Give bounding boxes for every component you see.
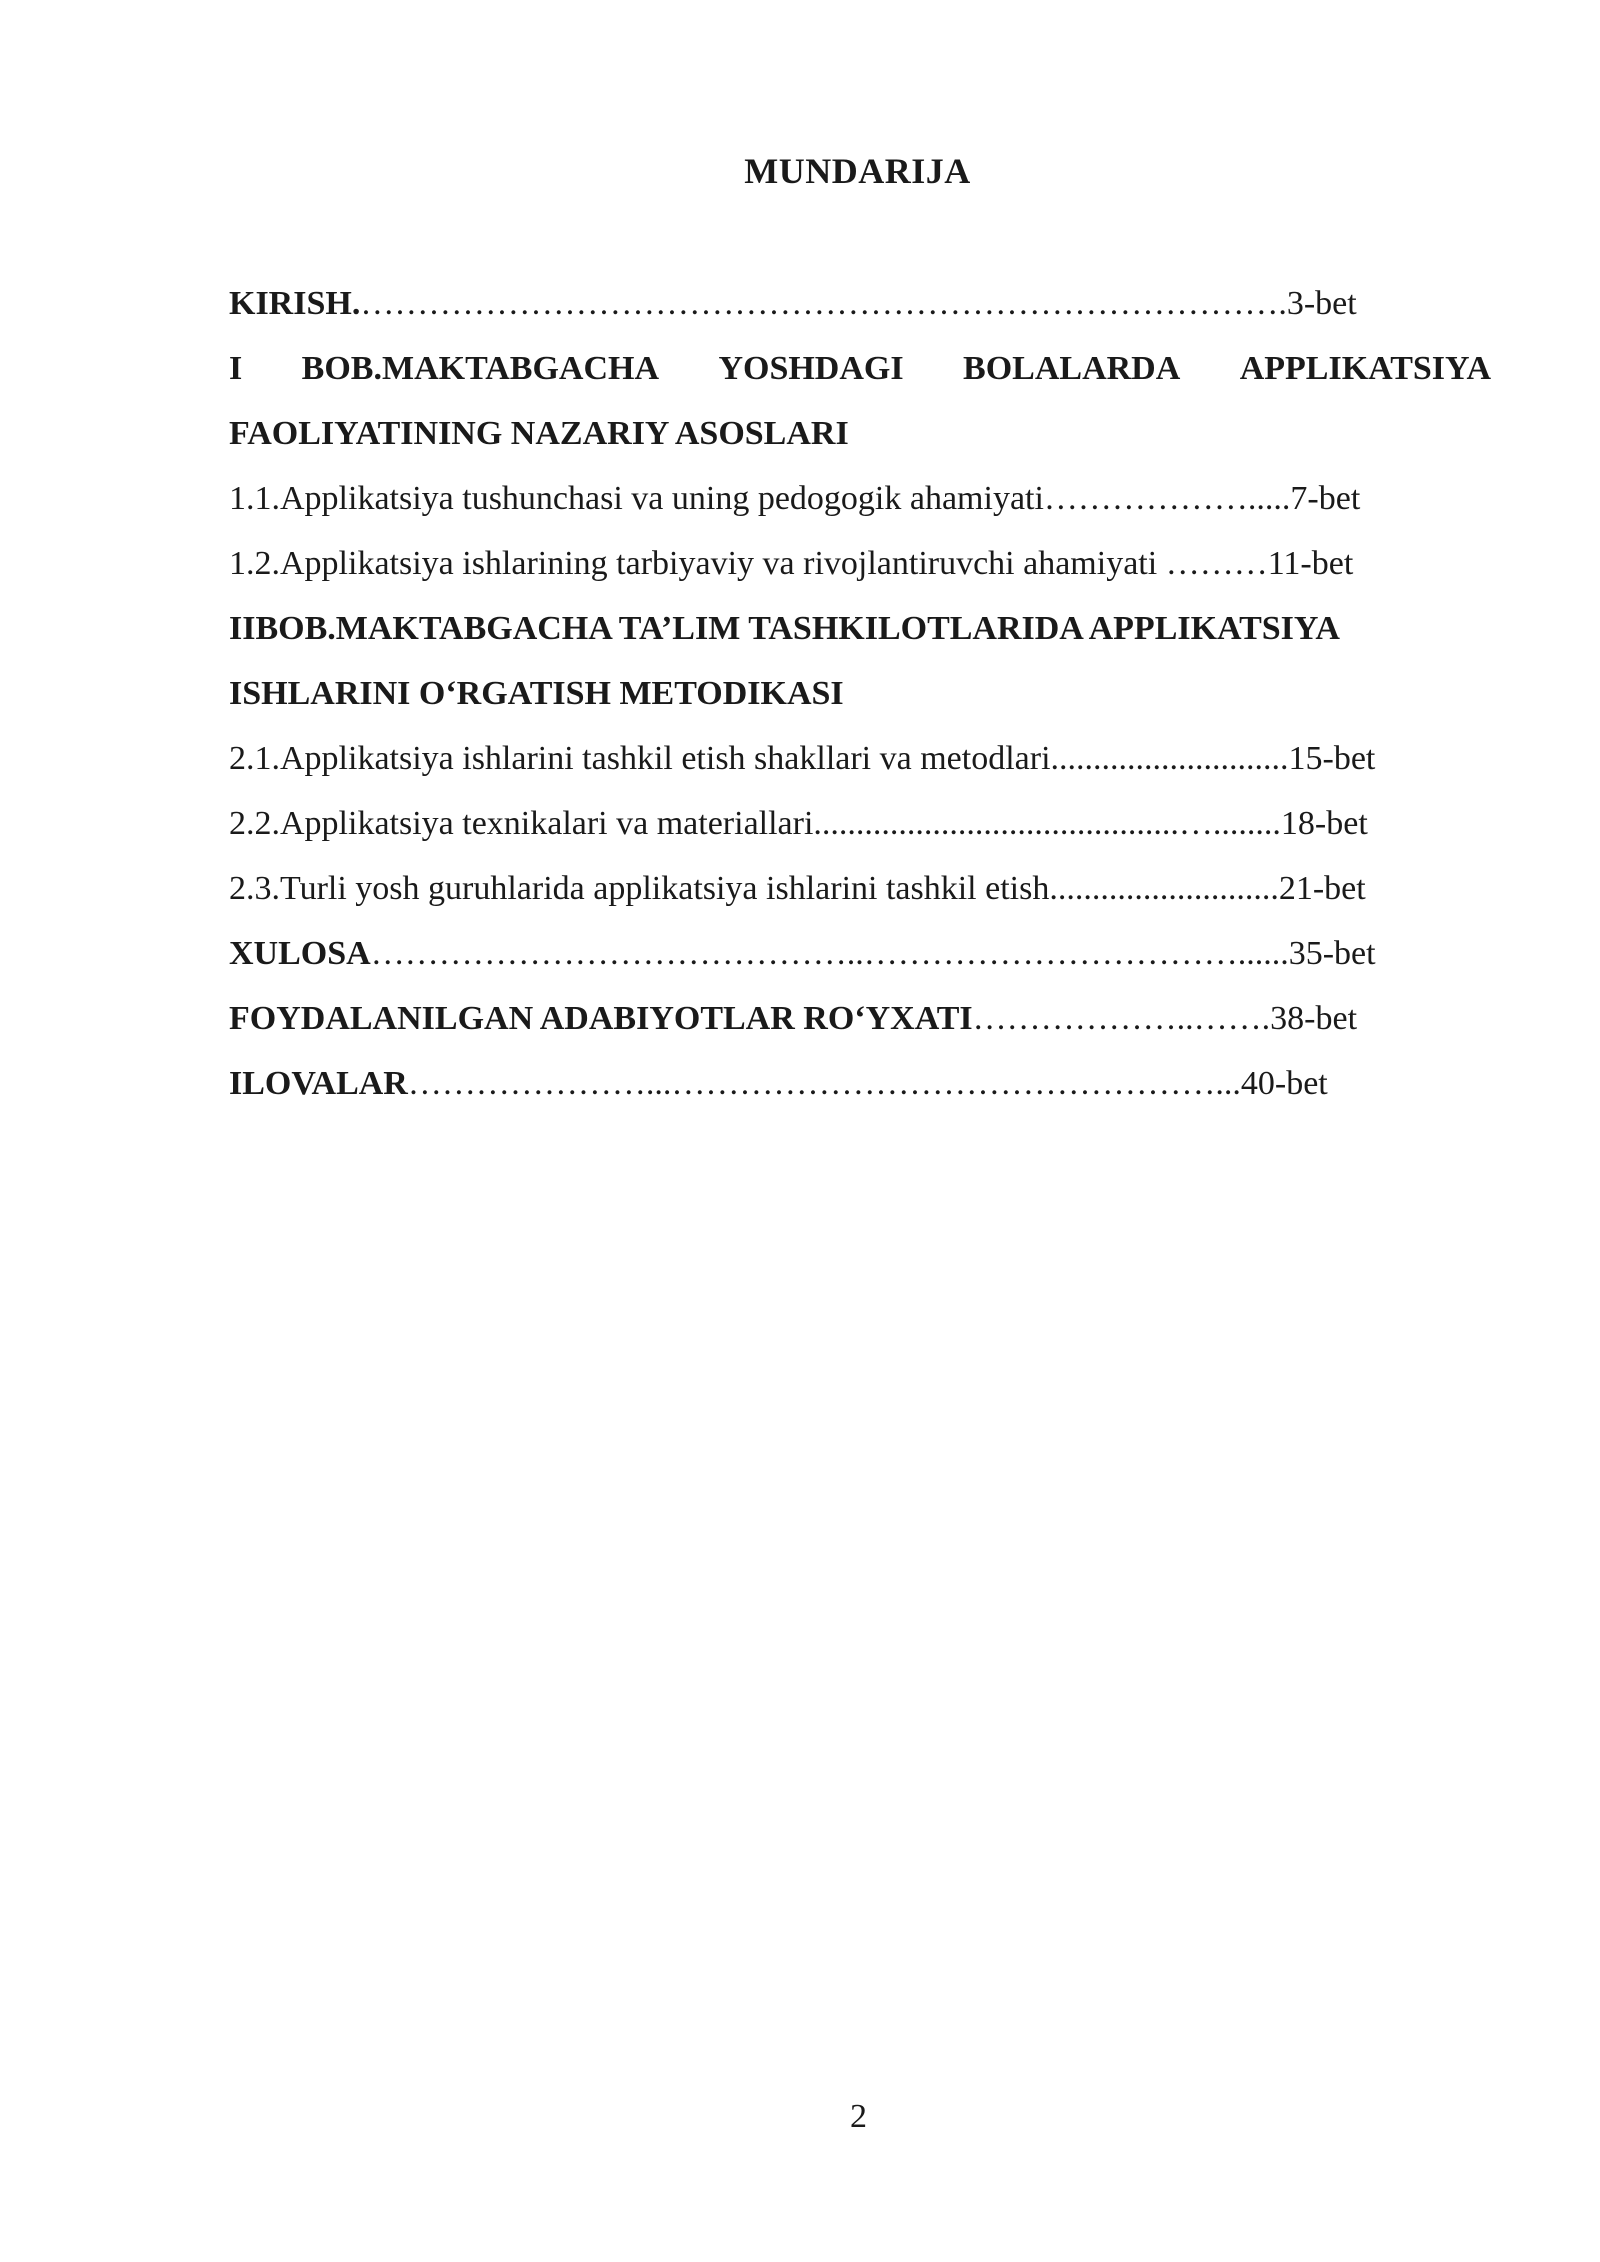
toc-entry-title: 1.2.Applikatsiya ishlarining tarbiyaviy va rivojlantiruvchi ahamiyati bbox=[229, 545, 1166, 582]
toc-entry-xulosa bbox=[229, 934, 1376, 974]
toc-entry-title: XULOSA bbox=[229, 935, 371, 972]
toc-page: 40-bet bbox=[1240, 1065, 1328, 1102]
toc-page: 3-bet bbox=[1286, 285, 1357, 322]
toc-word: YOSHDAGI bbox=[718, 350, 904, 387]
toc-chapter-2-heading-line-1 bbox=[229, 609, 1340, 649]
toc-entry-title: 2.2.Applikatsiya texnikalari va materiallari bbox=[229, 805, 814, 842]
toc-entry-adabiyotlar bbox=[229, 999, 1357, 1039]
toc-page: 15-bet bbox=[1288, 740, 1376, 777]
toc-entry-title: ISHLARINI O‘RGATISH METODIKASI bbox=[229, 675, 844, 712]
toc-entry-1-1 bbox=[229, 479, 1360, 519]
toc-entry-2-3 bbox=[229, 869, 1366, 909]
page-number: 2 bbox=[850, 2098, 867, 2135]
toc-entry-title: 2.1.Applikatsiya ishlarini tashkil etish shakllari va metodlari bbox=[229, 740, 1051, 777]
toc-leader: ............................ bbox=[1050, 740, 1289, 777]
toc-entry-kirish bbox=[229, 284, 1357, 324]
toc-entry-1-2 bbox=[229, 544, 1353, 584]
toc-word: I bbox=[229, 350, 243, 387]
toc-page: 7-bet bbox=[1290, 480, 1361, 517]
toc-entry-title: 1.1.Applikatsiya tushunchasi va uning pedogogik ahamiyati bbox=[229, 480, 1044, 517]
toc-chapter-2-heading-line-2 bbox=[229, 674, 844, 714]
toc-page: 21-bet bbox=[1278, 870, 1366, 907]
toc-leader: ........................... bbox=[1049, 870, 1279, 907]
toc-leader: …………………...…………………………………………... bbox=[407, 1065, 1241, 1102]
toc-leader: ...........................................…........ bbox=[813, 805, 1281, 842]
toc-leader: ………………..……. bbox=[972, 1000, 1271, 1037]
toc-entry-title: KIRISH. bbox=[229, 285, 361, 322]
toc-entry-title: ILOVALAR bbox=[229, 1065, 408, 1102]
toc-entry-2-1 bbox=[229, 739, 1375, 779]
toc-page: 11-bet bbox=[1267, 545, 1354, 582]
toc-page: 38-bet bbox=[1270, 1000, 1358, 1037]
toc-page: 35-bet bbox=[1288, 935, 1376, 972]
toc-entry-title: 2.3.Turli yosh guruhlarida applikatsiya ishlarini tashkil etish bbox=[229, 870, 1050, 907]
toc-word: APPLIKATSIYA bbox=[1239, 350, 1491, 387]
toc-leader: ………………………………………………………………………. bbox=[360, 285, 1287, 322]
toc-entry-title: IIBOB.MAKTABGACHA TA’LIM TASHKILOTLARIDA APPLIKATSIYA bbox=[229, 610, 1340, 647]
toc-leader: ……… bbox=[1165, 545, 1268, 582]
page-title: MUNDARIJA bbox=[744, 151, 971, 191]
toc-chapter-1-heading-line-1 bbox=[229, 349, 1491, 389]
toc-entry-title: FOYDALANILGAN ADABIYOTLAR RO‘YXATI bbox=[229, 1000, 973, 1037]
toc-word: BOB.MAKTABGACHA bbox=[301, 350, 660, 387]
toc-leader: ……………………………………..……………………………...... bbox=[370, 935, 1289, 972]
toc-word: BOLALARDA bbox=[963, 350, 1181, 387]
toc-entry-2-2 bbox=[229, 804, 1368, 844]
toc-page: 18-bet bbox=[1280, 805, 1368, 842]
toc-leader: ………………..... bbox=[1043, 480, 1291, 517]
toc-entry-title: FAOLIYATINING NAZARIY ASOSLARI bbox=[229, 415, 849, 452]
toc-chapter-1-heading-line-2 bbox=[229, 414, 849, 454]
toc-entry-ilovalar bbox=[229, 1064, 1328, 1104]
